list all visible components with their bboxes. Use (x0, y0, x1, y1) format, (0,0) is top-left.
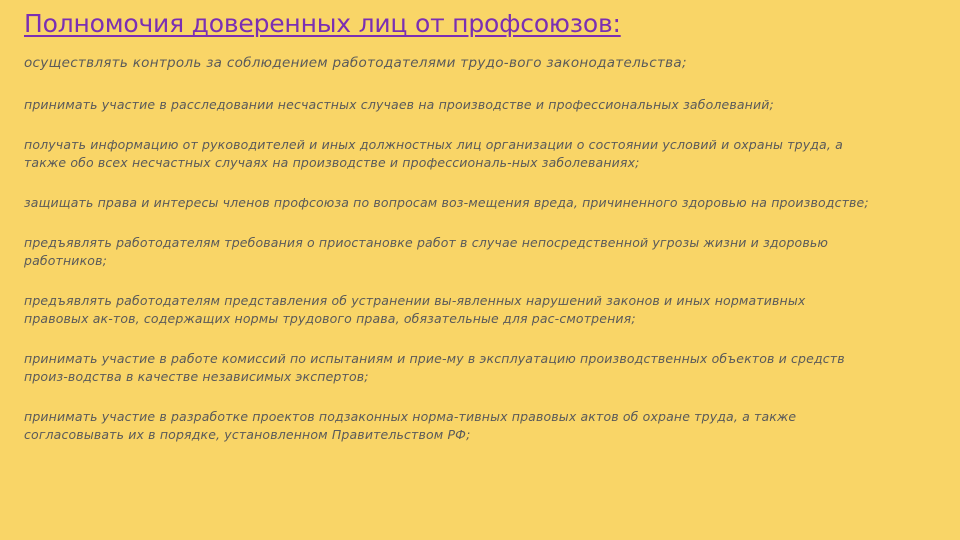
list-item: предъявлять работодателям представления об устранении вы-явленных нарушений законов и иных нормативных правовых ак-тов, содержащих нормы трудового права, обязательные для рас-смотрения; (24, 293, 806, 326)
powers-list (24, 54, 936, 444)
list-item: принимать участие в разработке проектов подзаконных норма-тивных правовых актов об охране труда, а также согласовывать их в порядке, установленном Правительством РФ; (24, 409, 797, 442)
list-item: осуществлять контроль за соблюдением работодателями трудо-вого законодательства; (24, 55, 687, 71)
list-item: предъявлять работодателям требования о приостановке работ в случае непосредственной угрозы жизни и здоровью работников; (24, 235, 829, 268)
list-item: защищать права и интересы членов профсоюза по вопросам воз-мещения вреда, причиненного здоровью на производстве; (24, 195, 869, 210)
list-item: принимать участие в расследовании несчастных случаев на производстве и профессиональных заболеваний; (24, 97, 774, 112)
list-item: получать информацию от руководителей и иных должностных лиц организации о состоянии условий и охраны труда, а также обо всех несчастных случаях на производстве и профессиональ-ных заболеваниях; (24, 137, 843, 170)
list-item: принимать участие в работе комиссий по испытаниям и прие-му в эксплуатацию производственных объектов и средств произ-водства в качестве независимых экспертов; (24, 351, 845, 384)
slide-title: Полномочия доверенных лиц от профсоюзов: (24, 9, 621, 38)
